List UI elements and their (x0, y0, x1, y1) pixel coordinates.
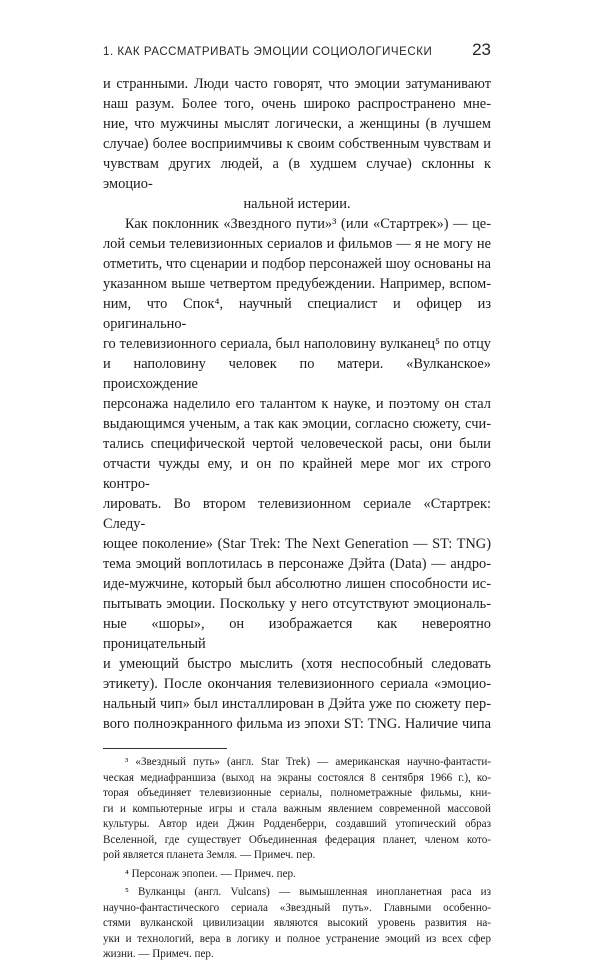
footnote-divider (103, 748, 227, 749)
text-line: и странными. Люди часто говорят, что эмоции затуманивают (103, 76, 491, 92)
text-line (103, 214, 491, 234)
footnote-line-content: ³ «Звездный путь» (англ. Star Trek) — американская научно-фантасти- (125, 756, 491, 768)
footnotes (103, 755, 491, 963)
text-line: этикету). После окончания телевизионного сериала «эмоцио- (103, 676, 491, 692)
text-line: нальный чип» был инсталлирован в Дэйта уже по сюжету пер- (103, 696, 491, 712)
text-line: отчасти чужды ему, и он по крайней мере мог их строго контро- (103, 456, 491, 492)
chapter-title: 1. КАК РАССМАТРИВАТЬ ЭМОЦИИ СОЦИОЛОГИЧЕСКИ (103, 46, 433, 58)
text-line: наш разум. Более того, очень широко распространено мне- (103, 96, 491, 112)
text-line: лировать. Во втором телевизионном сериале «Стартрек: Следу- (103, 496, 491, 532)
text-line: ние, что мужчины мыслят логически, а женщины (в лучшем (103, 116, 491, 132)
text-line: персонажа наделило его талантом к науке, и поэтому он стал (103, 396, 491, 412)
footnote-line-content: ⁴ Персонаж эпопеи. — Примеч. пер. (125, 867, 296, 880)
text-line: нальной истерии. (243, 196, 351, 212)
text-line-content: Как поклонник «Звездного пути»³ (или «Стартрек») — це- (125, 216, 491, 232)
footnote-line: ческая медиафраншиза (выход на экраны состоялся 8 сентября 1966 г.), ко- (103, 771, 491, 784)
main-text (103, 74, 491, 963)
text-line: указанном выше четвертом предубеждении. Например, вспом- (103, 276, 491, 292)
text-line: ним, что Спок⁴, научный специалист и офицер из оригинально- (103, 296, 491, 332)
footnote-line: уки и технологий, вера в логику и полное устранение эмоций из всех сфер (103, 932, 491, 945)
footnote-line: стями вулканской цивилизации являются высокий уровень развития на- (103, 917, 491, 929)
footnote-line-content: ⁵ Вулканцы (англ. Vulcans) — вымышленная инопланетная раса из (125, 886, 491, 898)
footnote-line (103, 755, 491, 771)
footnote-line: культуры. Автор идеи Джин Родденберри, создавший утопический образ (103, 818, 491, 830)
footnote-line: рой является планета Земля. — Примеч. пер. (103, 849, 316, 861)
text-line: го телевизионного сериала, был наполовину вулканец⁵ по отцу (103, 336, 491, 352)
footnote-line (103, 867, 491, 883)
text-line: случае) более восприимчивы к своим собственным чувствам и (103, 136, 491, 152)
running-header (103, 40, 491, 62)
footnote-line: Вселенной, где существует Объединенная федерация планет, членом кото- (103, 833, 491, 846)
footnote-line: торая объединяет телевизионные сериалы, полнометражные фильмы, кни- (103, 787, 491, 799)
text-line: и наполовину человек по матери. «Вулканское» происхождение (103, 356, 491, 392)
text-line: иде-мужчине, который был абсолютно лишен способности ис- (103, 576, 491, 592)
footnote-line: научно-фантастического сериала «Звездный путь». Главными особенно- (103, 901, 491, 914)
page-number: 23 (472, 40, 491, 59)
text-line: отметить, что сценарии и подбор персонажей шоу основаны на (103, 256, 491, 272)
text-line: пытывать эмоции. Поскольку у него отсутствуют эмоциональ- (103, 596, 491, 612)
footnote-line: ги и компьютерные игры и стала важным явлением современной массовой (103, 802, 491, 815)
text-line: ные «шоры», он изображается как невероятно проницательный (103, 616, 491, 652)
text-line: тема эмоций воплотилась в персонаже Дэйта (Data) — андро- (103, 556, 491, 572)
footnote-line: жизни. — Примеч. пер. (103, 948, 214, 960)
text-line: выдающимся ученым, а так как эмоции, согласно сюжету, счи- (103, 416, 491, 432)
text-line: ющее поколение» (Star Trek: The Next Generation — ST: TNG) (103, 536, 491, 552)
text-line: вого полноэкранного фильма из эпохи ST: TNG. Наличие чипа (103, 716, 491, 732)
text-line: лой семьи телевизионных сериалов и фильмов — я не могу не (103, 236, 491, 252)
text-line: и умеющий быстро мыслить (хотя неспособный следовать (103, 656, 491, 672)
text-line: чувствам других людей, а (в худшем случае) склонны к эмоцио- (103, 156, 491, 192)
text-line: тались специфической чертой человеческой расы, они были (103, 436, 491, 452)
footnote-line (103, 885, 491, 901)
